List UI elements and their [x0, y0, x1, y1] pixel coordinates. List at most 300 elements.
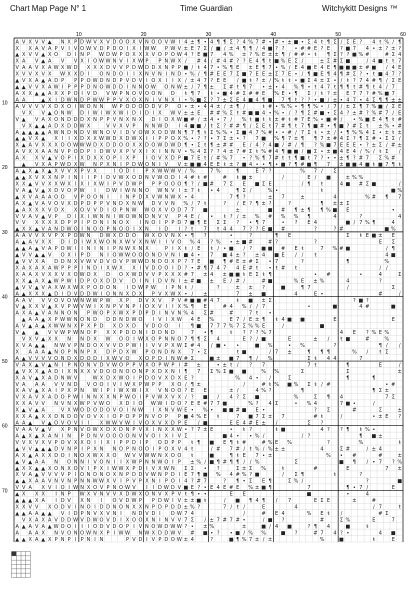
svg-text:7: 7: [203, 78, 207, 85]
svg-text:W: W: [124, 394, 130, 401]
svg-text:■: ■: [183, 252, 189, 259]
svg-text:7: 7: [281, 97, 285, 104]
svg-text:W: W: [176, 536, 182, 543]
svg-text:X: X: [54, 336, 58, 343]
svg-text:N: N: [170, 252, 175, 259]
svg-text:O: O: [119, 45, 123, 52]
svg-text:V: V: [15, 220, 19, 227]
svg-text:X: X: [138, 97, 143, 104]
svg-text:/: /: [210, 155, 213, 162]
svg-text:?: ?: [216, 284, 220, 291]
svg-text:E: E: [320, 71, 324, 78]
svg-text:D: D: [157, 258, 162, 265]
svg-text:X: X: [99, 278, 104, 285]
svg-text:D: D: [119, 84, 123, 91]
svg-text:D: D: [125, 498, 130, 505]
svg-text:D: D: [125, 491, 130, 498]
svg-text:■: ■: [189, 123, 195, 130]
svg-text:E: E: [391, 317, 395, 324]
svg-text:E: E: [352, 39, 356, 46]
svg-text:7: 7: [255, 136, 259, 143]
svg-text:W: W: [60, 317, 66, 324]
svg-text:#: #: [313, 465, 318, 472]
svg-text:V: V: [177, 110, 182, 117]
svg-text:E: E: [242, 181, 246, 188]
svg-text:▲: ▲: [15, 459, 20, 466]
svg-text:P: P: [132, 465, 136, 472]
svg-text:W: W: [53, 84, 59, 91]
svg-text:V: V: [93, 401, 97, 408]
svg-text:N: N: [54, 310, 59, 317]
svg-text:X: X: [164, 394, 169, 401]
svg-text:ŧ: ŧ: [372, 71, 375, 78]
svg-text:V: V: [132, 452, 136, 459]
side-ruler-label: 70: [2, 488, 8, 495]
svg-text:/: /: [385, 142, 388, 149]
svg-text:V: V: [15, 394, 19, 401]
svg-text:W: W: [131, 207, 137, 214]
svg-text:V: V: [145, 510, 149, 517]
svg-text:O: O: [60, 142, 65, 149]
svg-text:I: I: [107, 194, 109, 201]
svg-text:V: V: [171, 239, 175, 246]
svg-text:V: V: [22, 149, 26, 156]
svg-text:■: ■: [228, 355, 234, 362]
svg-text:7: 7: [385, 465, 389, 472]
svg-text:X: X: [138, 136, 143, 143]
svg-text:X: X: [47, 536, 52, 543]
svg-text:A: A: [34, 478, 39, 485]
svg-text:Σ: Σ: [346, 39, 350, 46]
svg-text:X: X: [22, 414, 26, 421]
svg-text:D: D: [60, 517, 65, 524]
svg-text:V: V: [34, 58, 39, 65]
svg-text:N: N: [86, 265, 91, 272]
svg-text:D: D: [112, 523, 117, 530]
svg-text:Σ: Σ: [346, 200, 350, 207]
svg-text:N: N: [86, 362, 91, 369]
svg-text:A: A: [34, 381, 39, 388]
svg-text:N: N: [99, 446, 104, 453]
svg-text:ŧ: ŧ: [184, 90, 187, 97]
svg-text:V: V: [22, 459, 26, 466]
svg-text:■: ■: [189, 297, 195, 304]
svg-text:?: ?: [249, 200, 252, 207]
svg-text:4: 4: [385, 252, 389, 259]
svg-text:X: X: [93, 239, 97, 246]
svg-text:▲: ▲: [47, 420, 52, 427]
svg-text:W: W: [112, 90, 117, 97]
svg-text:O: O: [106, 407, 110, 414]
svg-text:I: I: [133, 523, 135, 530]
svg-text:N: N: [93, 530, 97, 537]
svg-text:W: W: [150, 472, 156, 479]
svg-text:ŧ: ŧ: [210, 246, 213, 253]
svg-text:•: •: [242, 155, 246, 162]
svg-text:O: O: [73, 465, 78, 472]
svg-text:7: 7: [190, 271, 194, 278]
svg-text:7: 7: [300, 129, 305, 136]
svg-text:•: •: [339, 97, 343, 104]
svg-text:P: P: [67, 330, 71, 337]
svg-text:4: 4: [352, 149, 356, 156]
svg-text:?: ?: [184, 401, 188, 408]
svg-text:¶: ¶: [274, 233, 279, 240]
svg-text:4: 4: [255, 58, 259, 65]
top-ruler-label: 40: [270, 32, 277, 38]
svg-text:O: O: [131, 233, 136, 240]
svg-text:■: ■: [293, 149, 299, 156]
svg-text:X: X: [125, 200, 130, 207]
svg-text:I: I: [113, 439, 116, 446]
svg-text:■: ■: [202, 207, 208, 214]
svg-text:X: X: [158, 465, 162, 472]
svg-text:O: O: [93, 485, 98, 492]
svg-text:D: D: [86, 200, 91, 207]
svg-text:E: E: [249, 271, 253, 278]
svg-text:•: •: [268, 39, 272, 46]
svg-text:I: I: [87, 174, 90, 181]
svg-text:X: X: [47, 271, 52, 278]
svg-text:%: %: [326, 207, 331, 214]
svg-text:O: O: [125, 375, 130, 382]
svg-text:O: O: [119, 168, 123, 175]
svg-text:D: D: [164, 349, 169, 356]
svg-text:V: V: [86, 381, 91, 388]
svg-text:V: V: [112, 123, 117, 130]
svg-text:A: A: [34, 459, 39, 466]
svg-text:■: ■: [248, 110, 254, 117]
svg-text:/: /: [204, 517, 207, 524]
svg-text:±: ±: [352, 498, 357, 505]
svg-text:E: E: [287, 336, 292, 343]
svg-text:4: 4: [365, 491, 369, 498]
svg-text:■: ■: [339, 459, 344, 466]
svg-text:I: I: [107, 414, 109, 421]
svg-text:4: 4: [197, 149, 201, 156]
svg-text:P: P: [80, 536, 84, 543]
svg-text:%: %: [183, 304, 189, 311]
svg-text:X: X: [119, 149, 123, 156]
svg-text:ŧ: ŧ: [191, 452, 194, 459]
svg-text:•: •: [378, 136, 382, 143]
svg-text:ŧ: ŧ: [301, 246, 304, 253]
svg-text:O: O: [151, 207, 156, 214]
svg-text:%: %: [384, 39, 390, 46]
svg-text:W: W: [170, 291, 176, 298]
svg-text:O: O: [119, 485, 123, 492]
svg-text:•: •: [320, 149, 324, 156]
svg-text:%: %: [280, 65, 286, 72]
svg-text:D: D: [80, 355, 85, 362]
svg-text:%: %: [300, 168, 305, 175]
svg-text:■: ■: [280, 530, 286, 537]
svg-text:N: N: [99, 220, 104, 227]
svg-text:ŧ: ŧ: [320, 414, 323, 421]
svg-text:O: O: [112, 258, 117, 265]
chart-symbol-grid: [15, 39, 402, 543]
svg-text:?: ?: [366, 90, 369, 97]
svg-text:V: V: [60, 407, 65, 414]
svg-text:E: E: [346, 465, 350, 472]
svg-text:?: ?: [314, 226, 317, 233]
svg-text:X: X: [164, 155, 169, 162]
svg-text:Σ: Σ: [223, 84, 227, 91]
svg-text:ŧ: ŧ: [236, 110, 239, 117]
svg-text:E: E: [287, 58, 292, 65]
svg-text:ŧ: ŧ: [372, 536, 375, 543]
svg-text:¶: ¶: [242, 45, 246, 52]
svg-text:ŧ: ŧ: [275, 426, 278, 433]
svg-text:±: ±: [229, 45, 234, 52]
svg-text:¶: ¶: [268, 478, 272, 485]
svg-text:E: E: [346, 142, 350, 149]
svg-text:O: O: [106, 291, 110, 298]
svg-text:O: O: [138, 129, 143, 136]
svg-text:#: #: [332, 116, 338, 123]
svg-text:¶: ¶: [320, 349, 324, 356]
svg-text:O: O: [157, 323, 162, 330]
svg-text:±: ±: [255, 536, 260, 543]
svg-text:O: O: [131, 394, 136, 401]
svg-text:D: D: [54, 123, 59, 130]
svg-text:E: E: [255, 168, 259, 175]
svg-text:±: ±: [378, 45, 383, 52]
svg-text:ŧ: ŧ: [314, 84, 317, 91]
svg-text:A: A: [28, 349, 32, 356]
svg-text:?: ?: [184, 388, 188, 395]
svg-text:■: ■: [371, 233, 377, 240]
svg-text:W: W: [86, 258, 92, 265]
svg-text:P: P: [158, 446, 162, 453]
svg-text:X: X: [106, 394, 110, 401]
svg-text:?: ?: [190, 426, 194, 433]
svg-text:X: X: [54, 168, 58, 175]
svg-text:O: O: [80, 207, 85, 214]
svg-text:N: N: [112, 200, 117, 207]
svg-text:Σ: Σ: [190, 355, 194, 362]
svg-text:W: W: [53, 523, 59, 530]
svg-text:I: I: [74, 213, 77, 220]
svg-text:±: ±: [293, 136, 299, 143]
svg-text:■: ■: [345, 162, 351, 169]
svg-text:?: ?: [359, 39, 363, 46]
svg-text:D: D: [54, 368, 59, 375]
svg-text:/: /: [301, 252, 304, 259]
svg-text:#: #: [267, 103, 273, 110]
svg-text:O: O: [157, 233, 162, 240]
svg-text:X: X: [28, 149, 32, 156]
svg-text:#: #: [242, 149, 247, 156]
svg-text:?: ?: [314, 407, 317, 414]
svg-text:W: W: [144, 530, 150, 537]
svg-text:N: N: [112, 291, 117, 298]
svg-text:P: P: [171, 439, 175, 446]
svg-text:7: 7: [216, 97, 220, 104]
svg-text:Σ: Σ: [320, 498, 324, 505]
svg-text:W: W: [170, 194, 176, 201]
svg-text:¶: ¶: [203, 71, 207, 78]
svg-text:/: /: [288, 65, 291, 72]
svg-text:¶: ¶: [262, 317, 266, 324]
svg-text:P: P: [54, 317, 58, 324]
svg-text:4: 4: [216, 265, 220, 272]
svg-text:N: N: [106, 213, 110, 220]
svg-text:V: V: [177, 149, 182, 156]
svg-text:X: X: [177, 271, 182, 278]
svg-text:4: 4: [378, 271, 382, 278]
svg-text:V: V: [22, 323, 26, 330]
svg-text:P: P: [54, 45, 58, 52]
svg-text:7: 7: [313, 155, 318, 162]
svg-text:I: I: [152, 407, 155, 414]
svg-text:Σ: Σ: [197, 142, 201, 149]
svg-text:4: 4: [184, 446, 188, 453]
svg-text:#: #: [190, 530, 195, 537]
svg-text:O: O: [60, 394, 65, 401]
svg-text:W: W: [79, 233, 85, 240]
svg-text:D: D: [138, 174, 143, 181]
svg-text:▲: ▲: [47, 278, 52, 285]
svg-text:4: 4: [281, 510, 285, 517]
svg-text:%: %: [332, 246, 338, 253]
svg-text:N: N: [106, 459, 110, 466]
svg-text:A: A: [28, 401, 32, 408]
svg-text:■: ■: [254, 342, 260, 349]
svg-text:■: ■: [397, 478, 403, 485]
svg-text:X: X: [15, 45, 19, 52]
svg-text:I: I: [81, 265, 83, 272]
svg-text:■: ■: [377, 162, 383, 169]
svg-text:/: /: [301, 58, 304, 65]
svg-text:P: P: [106, 388, 110, 395]
svg-text:N: N: [86, 536, 91, 543]
svg-text:I: I: [139, 45, 142, 52]
svg-text:V: V: [15, 330, 19, 337]
svg-text:Σ: Σ: [346, 233, 350, 240]
svg-text:A: A: [34, 78, 39, 85]
svg-text:Σ: Σ: [391, 103, 395, 110]
svg-text:X: X: [47, 317, 52, 324]
svg-text:±: ±: [209, 278, 214, 285]
svg-text:O: O: [151, 39, 156, 46]
svg-text:/: /: [191, 200, 194, 207]
svg-text:V: V: [41, 181, 45, 188]
svg-text:V: V: [47, 297, 52, 304]
svg-text:■: ■: [196, 297, 202, 304]
svg-text:P: P: [164, 472, 168, 479]
svg-text:I: I: [68, 45, 70, 52]
svg-text:ŧ: ŧ: [359, 233, 362, 240]
svg-text:P: P: [158, 362, 162, 369]
svg-text:ŧ: ŧ: [269, 116, 272, 123]
svg-text:P: P: [119, 52, 123, 59]
svg-text:¶: ¶: [184, 368, 188, 375]
svg-text:±: ±: [235, 239, 240, 246]
svg-text:X: X: [41, 530, 45, 537]
svg-text:▲: ▲: [15, 78, 20, 85]
svg-text:#: #: [313, 530, 318, 537]
svg-text:%: %: [319, 536, 325, 543]
svg-text:#: #: [365, 336, 370, 343]
svg-text:Σ: Σ: [223, 136, 227, 143]
svg-text:V: V: [41, 45, 45, 52]
svg-text:P: P: [106, 45, 110, 52]
svg-text:W: W: [150, 284, 156, 291]
svg-text:A: A: [47, 58, 52, 65]
svg-text:X: X: [106, 330, 110, 337]
svg-text:/: /: [372, 149, 375, 156]
svg-text:V: V: [60, 530, 65, 537]
svg-text:±: ±: [313, 336, 318, 343]
svg-text:7: 7: [281, 194, 285, 201]
svg-text:O: O: [164, 323, 169, 330]
svg-text:#: #: [242, 110, 247, 117]
svg-text:X: X: [54, 90, 58, 97]
svg-text:V: V: [158, 291, 162, 298]
svg-text:▲: ▲: [34, 168, 39, 175]
svg-text:Σ: Σ: [203, 45, 207, 52]
svg-text:±: ±: [183, 162, 188, 169]
svg-text:V: V: [34, 504, 39, 511]
svg-text:D: D: [157, 530, 162, 537]
svg-text:A: A: [47, 246, 52, 253]
svg-text:I: I: [120, 381, 122, 388]
svg-text:X: X: [34, 368, 39, 375]
svg-text:Σ: Σ: [333, 110, 337, 117]
svg-text:4: 4: [190, 252, 194, 259]
svg-text:D: D: [86, 252, 91, 259]
svg-text:D: D: [99, 407, 104, 414]
svg-text:N: N: [93, 394, 97, 401]
svg-text:#: #: [248, 265, 253, 272]
svg-text:%: %: [254, 323, 260, 330]
svg-text:7: 7: [229, 71, 233, 78]
svg-text:O: O: [86, 103, 91, 110]
svg-text:W: W: [150, 239, 156, 246]
svg-text:4: 4: [365, 78, 369, 85]
svg-text:V: V: [34, 523, 39, 530]
svg-text:?: ?: [216, 149, 220, 156]
side-ruler-label: 60: [2, 423, 8, 430]
svg-text:±: ±: [280, 446, 286, 453]
svg-text:P: P: [125, 523, 129, 530]
svg-text:■: ■: [326, 142, 331, 149]
svg-text:N: N: [54, 478, 59, 485]
svg-text:A: A: [28, 317, 32, 324]
svg-text:P: P: [87, 52, 91, 59]
svg-text:E: E: [229, 491, 233, 498]
svg-text:W: W: [124, 452, 130, 459]
svg-text:/: /: [282, 174, 284, 181]
svg-text:4: 4: [216, 336, 220, 343]
svg-text:V: V: [41, 155, 45, 162]
svg-text:Σ: Σ: [391, 52, 395, 59]
svg-text:▲: ▲: [41, 78, 46, 85]
svg-text:D: D: [99, 368, 104, 375]
svg-text:•: •: [216, 65, 220, 72]
svg-text:/: /: [256, 355, 258, 362]
svg-text:D: D: [132, 65, 136, 72]
svg-text:D: D: [80, 110, 85, 117]
svg-text:±: ±: [397, 368, 402, 375]
svg-text:Σ: Σ: [339, 58, 343, 65]
svg-text:W: W: [176, 342, 182, 349]
svg-text:#: #: [345, 446, 350, 453]
svg-text:?: ?: [249, 362, 252, 369]
svg-text:P: P: [119, 78, 123, 85]
svg-text:D: D: [119, 323, 123, 330]
